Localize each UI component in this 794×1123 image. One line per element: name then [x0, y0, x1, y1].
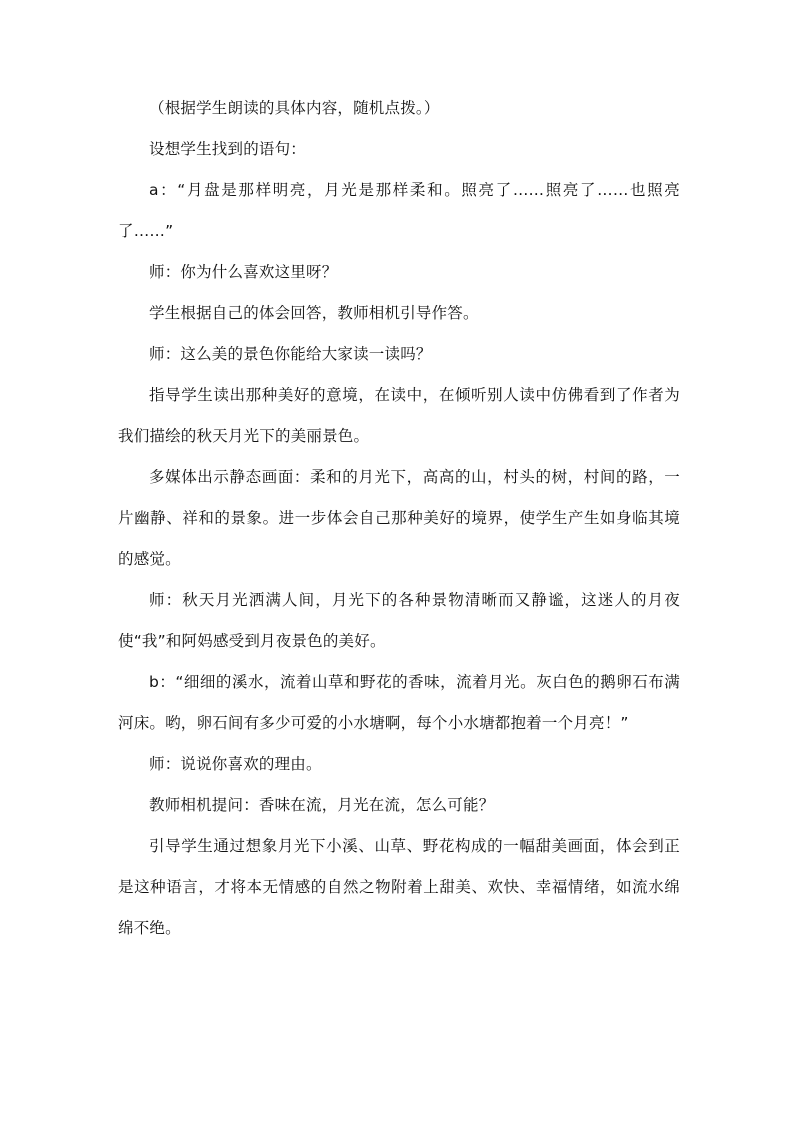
- paragraph-quote-a: a：“月盘是那样明亮，月光是那样柔和。照亮了……照亮了……也照亮了……”: [118, 181, 680, 240]
- paragraph-teacher-question-1: 师：你为什么喜欢这里呀？: [149, 263, 338, 281]
- paragraph-student-answer: 学生根据自己的体会回答，教师相机引导作答。: [149, 304, 479, 322]
- paragraph-assumed-sentences: 设想学生找到的语句：: [149, 140, 307, 158]
- paragraph-conclusion: 引导学生通过想象月光下小溪、山草、野花构成的一幅甜美画面，体会到正是这种语言，才将本无情感的自然之物附着上甜美、欢快、幸福情绪，如流水绵绵不绝。: [118, 837, 680, 937]
- paragraph-quote-b: b：“细细的溪水，流着山草和野花的香味，流着月光。灰白色的鹅卵石布满河床。哟，卵石间有多少可爱的小水塘啊，每个小水塘都抱着一个月亮！”: [118, 673, 680, 732]
- paragraph-teacher-question-3: 师：说说你喜欢的理由。: [149, 755, 322, 773]
- paragraph-teacher-prompt: 教师相机提问：香味在流，月光在流，怎么可能？: [149, 796, 495, 814]
- paragraph-multimedia: 多媒体出示静态画面：柔和的月光下，高高的山，村头的树，村间的路，一片幽静、祥和的景象。进一步体会自己那种美好的境界，使学生产生如身临其境的感觉。: [118, 468, 680, 568]
- document-body: [118, 88, 680, 949]
- paragraph-reading-guidance: 指导学生读出那种美好的意境，在读中，在倾听别人读中仿佛看到了作者为我们描绘的秋天月光下的美丽景色。: [118, 386, 680, 445]
- paragraph-teacher-question-2: 师：这么美的景色你能给大家读一读吗？: [149, 345, 432, 363]
- paragraph-teacher-summary: 师：秋天月光洒满人间，月光下的各种景物清晰而又静谧，这迷人的月夜使“我”和阿妈感受到月夜景色的美好。: [118, 591, 680, 650]
- paragraph-guidance-note: （根据学生朗读的具体内容，随机点拨。）: [149, 99, 440, 117]
